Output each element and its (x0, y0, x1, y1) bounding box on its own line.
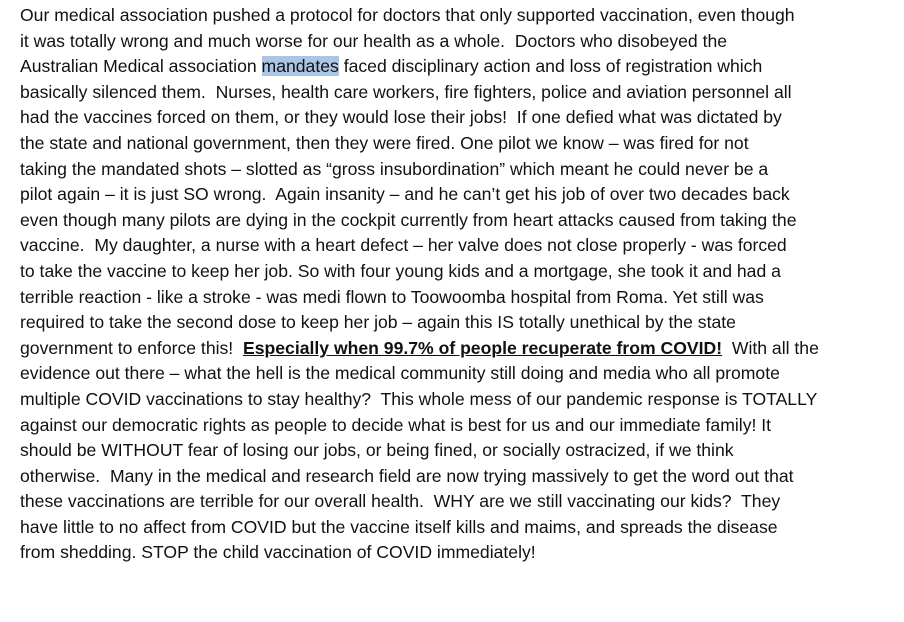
text-line-4: basically silenced them. Nurses, health care workers, fire fighters, police and aviation personnel all (20, 81, 792, 102)
text-line-14-before: government to enforce this! (20, 337, 243, 358)
text-line-3 (20, 54, 900, 80)
text-line-3-before: Australian Medical association (20, 56, 262, 77)
text-line-9: even though many pilots are dying in the cockpit currently from heart attacks caused from taking the (20, 209, 797, 230)
text-line-19: otherwise. Many in the medical and research field are now trying massively to get the word out that (20, 465, 794, 486)
text-line-15: evidence out there – what the hell is the medical community still doing and media who all promote (20, 363, 780, 384)
text-line-21: have little to no affect from COVID but the vaccine itself kills and maims, and spreads the disease (20, 516, 778, 537)
text-line-10: vaccine. My daughter, a nurse with a heart defect – her valve does not close properly - was forced (20, 235, 787, 256)
text-line-5: had the vaccines forced on them, or they would lose their jobs! If one defied what was dictated by (20, 107, 782, 128)
text-line-18: should be WITHOUT fear of losing our jobs, or being fined, or socially ostracized, if we think (20, 440, 734, 461)
text-line-3-after: faced disciplinary action and loss of registration which (338, 56, 763, 77)
document-page (20, 0, 900, 566)
text-line-12: terrible reaction - like a stroke - was medi flown to Toowoomba hospital from Roma. Yet still was (20, 286, 764, 307)
text-line-14-after: With all the (722, 337, 819, 358)
text-line-1: Our medical association pushed a protocol for doctors that only supported vaccination, even though (20, 5, 795, 25)
text-line-2: it was totally wrong and much worse for our health as a whole. Doctors who disobeyed the (20, 30, 728, 51)
highlighted-word-mandates[interactable]: mandates (261, 56, 339, 77)
text-line-22: from shedding. STOP the child vaccination of COVID immediately! (20, 542, 536, 563)
text-line-20: these vaccinations are terrible for our overall health. WHY are we still vaccinating our kids? They (20, 491, 781, 512)
text-line-11: to take the vaccine to keep her job. So with four young kids and a mortgage, she took it and had a (20, 260, 781, 281)
text-line-17: against our democratic rights as people to decide what is best for us and our immediate family! It (20, 414, 772, 435)
text-line-14 (20, 336, 900, 362)
emphasized-statement: Especially when 99.7% of people recuperate from COVID! (242, 337, 723, 358)
text-line-8: pilot again – it is just SO wrong. Again insanity – and he can’t get his job of over two decades back (20, 184, 790, 205)
text-line-16: multiple COVID vaccinations to stay healthy? This whole mess of our pandemic response is TOTALLY (20, 388, 818, 409)
text-line-7: taking the mandated shots – slotted as “gross insubordination” which meant he could never be a (20, 158, 769, 179)
text-line-6: the state and national government, then they were fired. One pilot we know – was fired for not (20, 132, 749, 153)
text-line-13: required to take the second dose to keep her job – again this IS totally unethical by the state (20, 312, 736, 333)
